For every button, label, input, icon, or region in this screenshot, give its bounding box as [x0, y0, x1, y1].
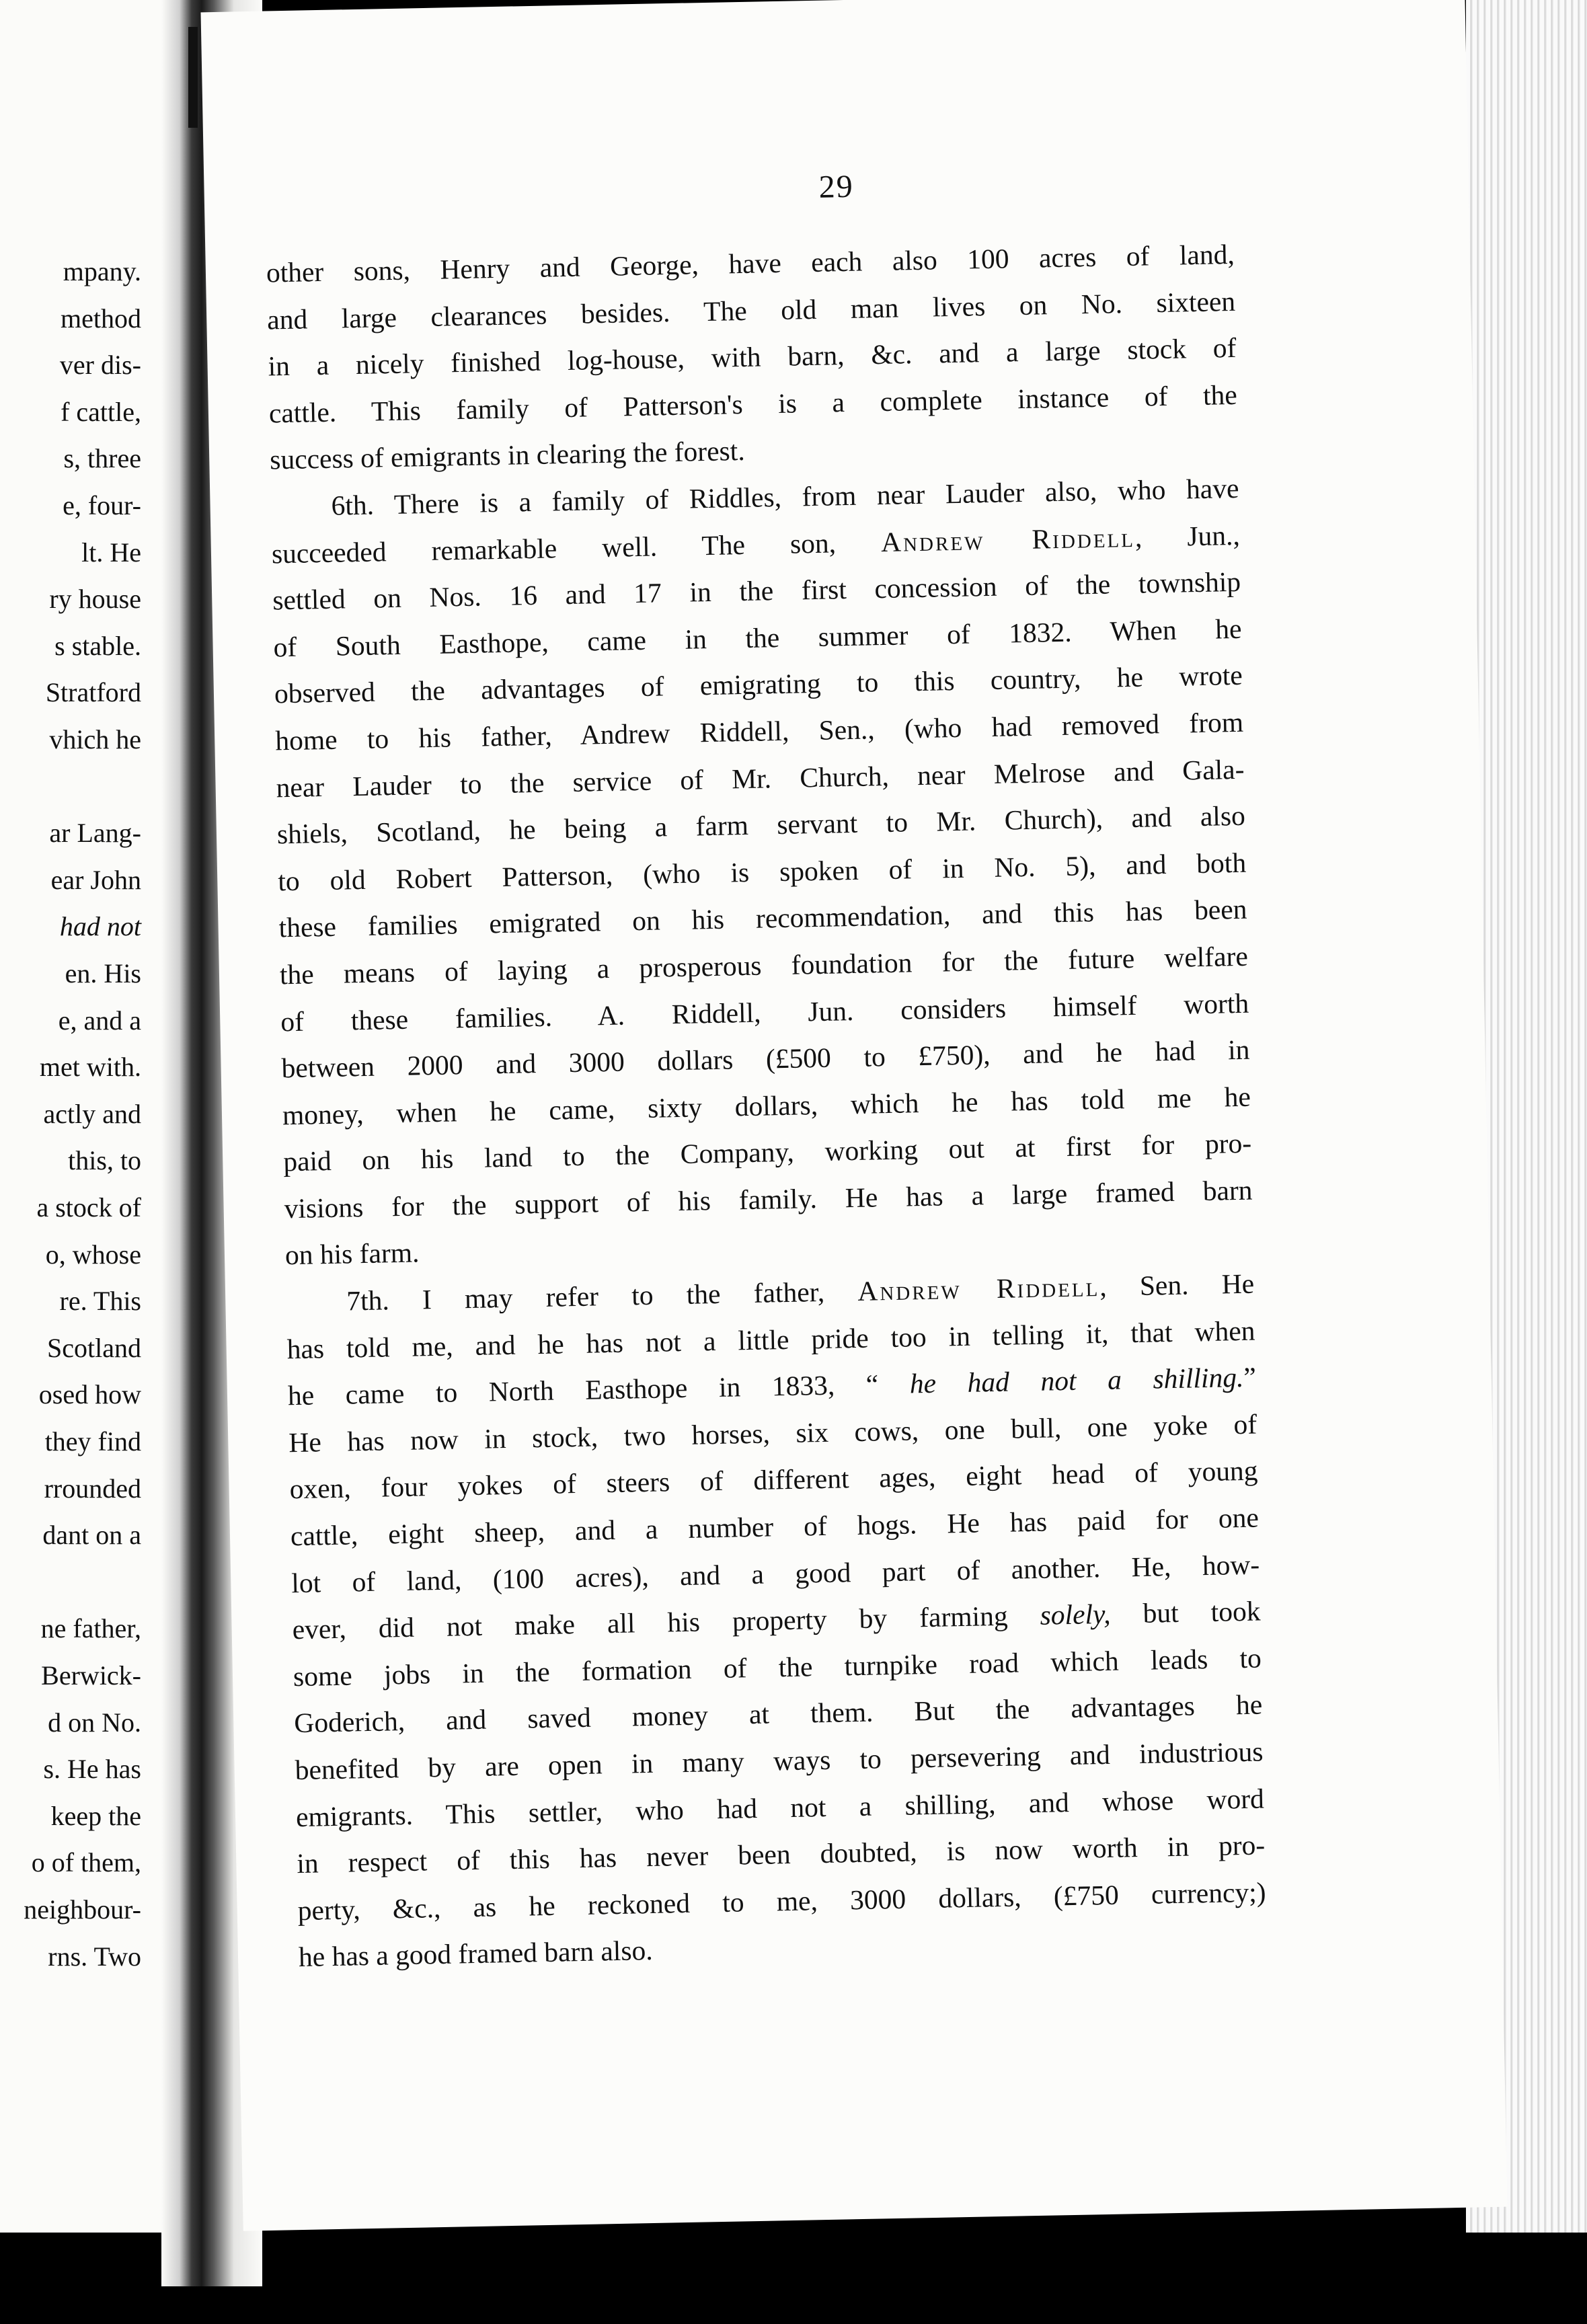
left-page-line: dant on a — [42, 1520, 141, 1551]
body-text — [266, 231, 1267, 1981]
text-line: He has now in stock, two horses, six cows, one bull, one yoke of — [288, 1408, 1257, 1459]
left-page-line: actly and — [43, 1098, 141, 1129]
left-page-line: they find — [44, 1426, 141, 1457]
text-line: other sons, Henry and George, have each also 100 acres of land, — [266, 238, 1235, 288]
text-line: observed the advantages of emigrating to this country, he wrote — [274, 660, 1243, 709]
left-page-line: met with. — [39, 1052, 141, 1083]
left-page-line: vhich he — [49, 724, 141, 754]
text-line: visions for the support of his family. He has a large framed barn — [284, 1174, 1253, 1225]
left-page-line: ver dis- — [59, 350, 141, 381]
text-line: near Lauder to the service of Mr. Church, near Melrose and Gala- — [276, 753, 1245, 803]
text-line: between 2000 and 3000 dollars (£500 to £750), and he had in — [281, 1034, 1250, 1084]
left-page-line: o of them, — [31, 1847, 141, 1878]
left-page-line: e, four- — [63, 490, 141, 520]
text-line: on his farm. — [284, 1237, 420, 1271]
text-line: paid on his land to the Company, working out at first for pro- — [282, 1127, 1252, 1177]
text-fragment: 7th. I may refer to the father, — [346, 1276, 858, 1317]
left-page-line: re. This — [59, 1286, 141, 1317]
text-fragment: succeeded remarkable well. The son, — [271, 526, 882, 570]
text-line: success of emigrants in clearing the forest. — [269, 435, 746, 475]
left-page-line: s stable. — [54, 630, 141, 661]
text-line: settled on Nos. 16 and 17 in the first concession of the township — [272, 566, 1241, 616]
text-line: money, when he came, sixty dollars, which he has told me he — [282, 1081, 1251, 1131]
page-number: 29 — [818, 168, 855, 205]
text-line: emigrants. This settler, who had not a shilling, and whose word — [295, 1783, 1265, 1832]
left-page-line: ne father, — [40, 1613, 141, 1644]
text-line: benefited by are open in many ways to persevering and industrious — [295, 1736, 1264, 1786]
text-line: of these families. A. Riddell, Jun. considers himself worth — [280, 987, 1249, 1037]
spine-mark — [188, 27, 198, 128]
text-line: has told me, and he has not a little pride too in telling it, that when — [286, 1315, 1255, 1364]
text-line: the means of laying a prosperous foundation for the future welfare — [279, 940, 1249, 991]
left-page-line: ry house — [49, 584, 141, 615]
left-page-line: d on No. — [48, 1707, 141, 1738]
left-page-line: osed how — [38, 1379, 141, 1410]
text-fragment: he came to North Easthope in 1833, “ — [287, 1368, 911, 1411]
italic-word: solely, — [1040, 1598, 1111, 1631]
text-line: Goderich, and saved money at them. But the advantages he — [293, 1689, 1263, 1739]
left-page-line: Scotland — [47, 1332, 141, 1363]
left-page-line: s. He has — [43, 1754, 141, 1785]
text-fragment: , Jun., — [1134, 519, 1241, 553]
left-page-line: rns. Two — [48, 1941, 141, 1972]
text-line: to old Robert Patterson, (who is spoken of in No. 5), and both — [277, 847, 1247, 897]
left-page-line: had not — [59, 911, 141, 942]
name-small-caps: Andrew Riddell — [857, 1271, 1100, 1307]
current-page — [200, 0, 1507, 2231]
text-line: some jobs in the formation of the turnpike road which leads to — [293, 1642, 1262, 1692]
left-page-line: s, three — [63, 443, 141, 474]
left-page-line: mpany. — [63, 256, 141, 286]
text-line: lot of land, (100 acres), and a good part of another. He, how- — [291, 1549, 1260, 1598]
left-page-line: Berwick- — [41, 1660, 141, 1691]
left-page-line: neighbour- — [24, 1894, 141, 1925]
left-page-line: e, and a — [58, 1005, 141, 1036]
text-line: oxen, four yokes of steers of different ages, eight head of young — [289, 1455, 1258, 1505]
text-line: cattle. This family of Patterson's is a complete instance of the — [268, 379, 1238, 429]
left-page-line: rrounded — [44, 1473, 141, 1504]
italic-quote: he had not a shilling. — [909, 1362, 1244, 1399]
left-page-line: lt. He — [81, 537, 141, 568]
text-line: home to his father, Andrew Riddell, Sen., (who had removed from — [274, 706, 1244, 757]
left-page-line: ar Lang- — [49, 818, 141, 849]
left-page-line: ear John — [50, 864, 141, 895]
name-small-caps: Andrew Riddell — [880, 521, 1136, 557]
text-line: in a nicely finished log-house, with barn, &c. and a large stock of — [268, 332, 1237, 382]
text-fragment: ” — [1243, 1361, 1257, 1393]
text-line: these families emigrated on his recommendation, and this has been — [278, 894, 1247, 943]
text-fragment: , Sen. He — [1099, 1268, 1255, 1303]
text-line: he has a good framed barn also. — [298, 1935, 654, 1973]
paragraph-6th-start: 6th. There is a family of Riddles, from near Lauder also, who have — [331, 472, 1239, 521]
text-fragment: but took — [1110, 1595, 1261, 1630]
text-line: in respect of this has never been doubted, is now worth in pro- — [296, 1829, 1266, 1880]
text-fragment: ever, did not make all his property by farming — [292, 1600, 1041, 1645]
left-page-line: en. His — [65, 958, 141, 989]
left-page-line: f cattle, — [61, 396, 141, 427]
text-line: perty, &c., as he reckoned to me, 3000 dollars, (£750 currency;) — [297, 1876, 1266, 1926]
text-line: cattle, eight sheep, and a number of hogs. He has paid for one — [290, 1502, 1260, 1552]
left-page-line: a stock of — [36, 1192, 141, 1223]
previous-page-fragment — [0, 0, 182, 2233]
text-line: of South Easthope, came in the summer of 1832. When he — [273, 613, 1242, 663]
text-line: and large clearances besides. The old man lives on No. sixteen — [266, 285, 1236, 336]
text-line: shiels, Scotland, he being a farm servant to Mr. Church), and also — [276, 800, 1246, 850]
left-page-line: method — [61, 303, 141, 334]
left-page-line: keep the — [50, 1800, 141, 1831]
left-page-line: o, whose — [45, 1239, 141, 1270]
left-page-line: this, to — [68, 1145, 141, 1176]
left-page-line: Stratford — [45, 677, 141, 708]
